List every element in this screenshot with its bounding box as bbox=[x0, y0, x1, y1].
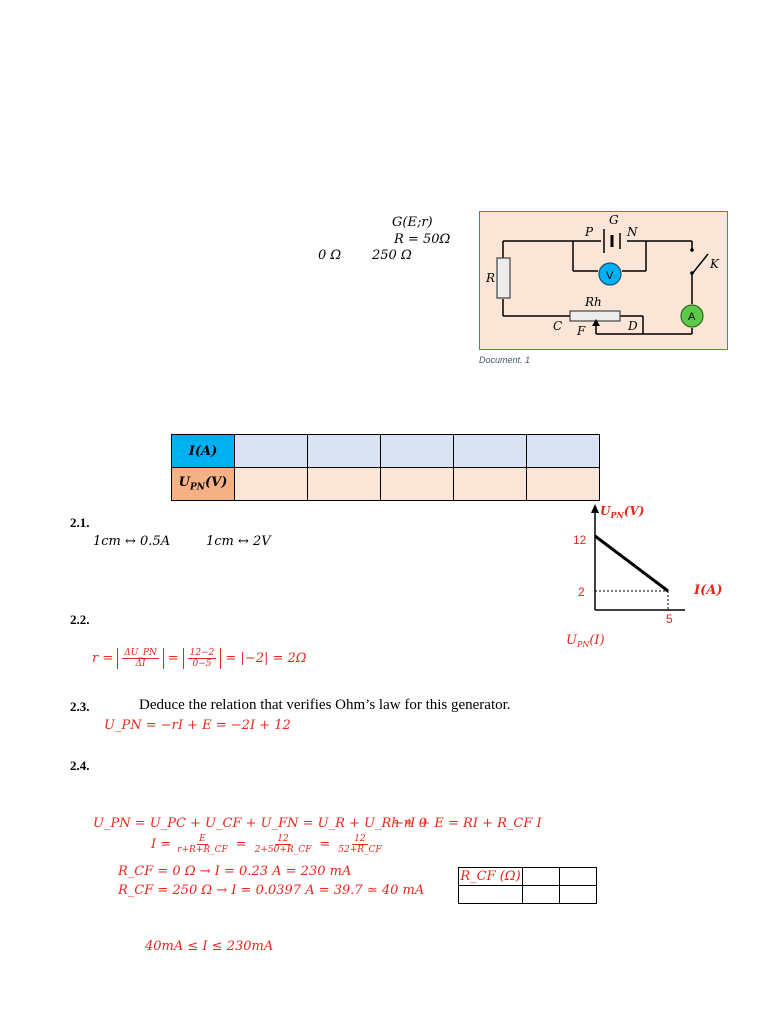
scale-y: 1cm ↔ 2V bbox=[206, 534, 271, 549]
graph-caption: $U_{PN}(I)$ bbox=[566, 633, 605, 649]
table-cell bbox=[560, 868, 597, 886]
resistor-R bbox=[497, 258, 510, 298]
label-K: K bbox=[710, 257, 719, 271]
table-cell bbox=[523, 886, 560, 904]
table-row-voltage bbox=[172, 468, 600, 501]
table-cell bbox=[235, 435, 308, 468]
table-cell bbox=[308, 435, 381, 468]
y-axis-label: $U_{PN}(V)$ bbox=[600, 504, 645, 520]
r-result: = |−2| = 2Ω bbox=[225, 651, 307, 666]
i-lhs: I = bbox=[151, 837, 172, 852]
case-rcf-zero: R_CF = 0 Ω → I = 0.23 A = 230 mA bbox=[118, 864, 352, 879]
table-cell bbox=[523, 868, 560, 886]
label-P: P bbox=[585, 225, 594, 239]
table-cell bbox=[527, 435, 600, 468]
f3-num: 12 bbox=[354, 834, 366, 844]
label-D: D bbox=[628, 319, 638, 333]
f1-den: r+R+R_CF bbox=[177, 845, 228, 855]
rcf-table-header: R_CF (Ω) bbox=[460, 869, 521, 884]
label-N: N bbox=[627, 225, 638, 239]
question-2-3-label: 2.3. bbox=[70, 699, 90, 714]
ohm-law-answer: U_PN = −rI + E = −2I + 12 bbox=[104, 718, 291, 733]
table-row-current bbox=[172, 435, 600, 468]
question-2-4-label: 2.4. bbox=[70, 758, 90, 773]
table-cell bbox=[454, 435, 527, 468]
y-tick-2: 2 bbox=[578, 585, 585, 599]
circuit-diagram bbox=[0, 0, 768, 400]
rheostat-min: 0 Ω bbox=[318, 248, 342, 263]
scale-x: 1cm ↔ 0.5A bbox=[93, 534, 171, 549]
frac1-num: ΔU_PN bbox=[124, 648, 157, 658]
question-2-2-label: 2.2. bbox=[70, 612, 90, 627]
frac2-den: 0−5 bbox=[192, 659, 212, 669]
upn-graph bbox=[560, 500, 760, 650]
rheostat-Rh bbox=[570, 311, 620, 321]
resistor-value: R = 50Ω bbox=[394, 232, 451, 247]
table-row bbox=[459, 886, 597, 904]
voltmeter-label: V bbox=[606, 270, 614, 282]
x-tick-5: 5 bbox=[666, 612, 673, 626]
document-caption: Document. 1 bbox=[479, 355, 531, 365]
table-cell bbox=[235, 468, 308, 501]
generator-label: G(E;r) bbox=[392, 215, 433, 230]
case-rcf-250: R_CF = 250 Ω → I = 0.0397 A = 39.7 ≃ 40 mA bbox=[118, 883, 425, 898]
label-G: G bbox=[609, 213, 619, 227]
rheostat-max: 250 Ω bbox=[372, 248, 412, 263]
table-header-voltage: $U_{PN}(V)$ bbox=[172, 468, 235, 501]
switch-blade bbox=[692, 254, 708, 274]
label-F: F bbox=[577, 324, 586, 338]
table-row bbox=[459, 868, 597, 886]
table-header-current: I(A) bbox=[172, 435, 235, 468]
current-formula: I = $\frac{E}{r+R+R\_CF}$ = $\frac{12}{2+50+R\_CF}$ = $\frac{12}{52+R\_CF}$ bbox=[151, 834, 382, 855]
table-cell bbox=[527, 468, 600, 501]
f3-den: 52+R_CF bbox=[338, 845, 382, 855]
table-cell bbox=[560, 886, 597, 904]
measurements-table bbox=[171, 434, 600, 501]
table-cell bbox=[381, 435, 454, 468]
r-lhs: r = bbox=[92, 651, 114, 666]
ammeter-label: A bbox=[688, 311, 696, 323]
rcf-table bbox=[458, 867, 597, 904]
label-C: C bbox=[553, 319, 563, 333]
generator-equation: −rI + E = RI + R_CF I bbox=[393, 816, 542, 831]
table-cell bbox=[308, 468, 381, 501]
x-axis-label: I(A) bbox=[694, 583, 723, 598]
graph-line bbox=[595, 536, 668, 591]
resistance-formula: r = $\frac{\Delta U\_PN}{\Delta I}$ = $\frac{12-2}{0-5}$ = |−2| = 2Ω bbox=[92, 648, 307, 669]
table-cell bbox=[381, 468, 454, 501]
table-cell bbox=[454, 468, 527, 501]
label-R: R bbox=[486, 271, 496, 285]
frac1-den: ΔI bbox=[135, 659, 146, 669]
voltage-sum-equation: U_PN = U_PC + U_CF + U_FN = U_R + U_Rh + 0 bbox=[93, 816, 428, 831]
table-cell bbox=[459, 886, 523, 904]
f2-den: 2+50+R_CF bbox=[254, 845, 312, 855]
question-2-1-label: 2.1. bbox=[70, 515, 90, 530]
f2-num: 12 bbox=[277, 834, 289, 844]
frac2-num: 12−2 bbox=[189, 648, 215, 658]
current-range: 40mA ≤ I ≤ 230mA bbox=[145, 939, 274, 954]
question-2-3-text: Deduce the relation that verifies Ohm’s law for this generator. bbox=[139, 697, 511, 713]
label-Rh: Rh bbox=[585, 295, 602, 309]
y-tick-12: 12 bbox=[573, 533, 587, 547]
f1-num: E bbox=[199, 834, 206, 844]
